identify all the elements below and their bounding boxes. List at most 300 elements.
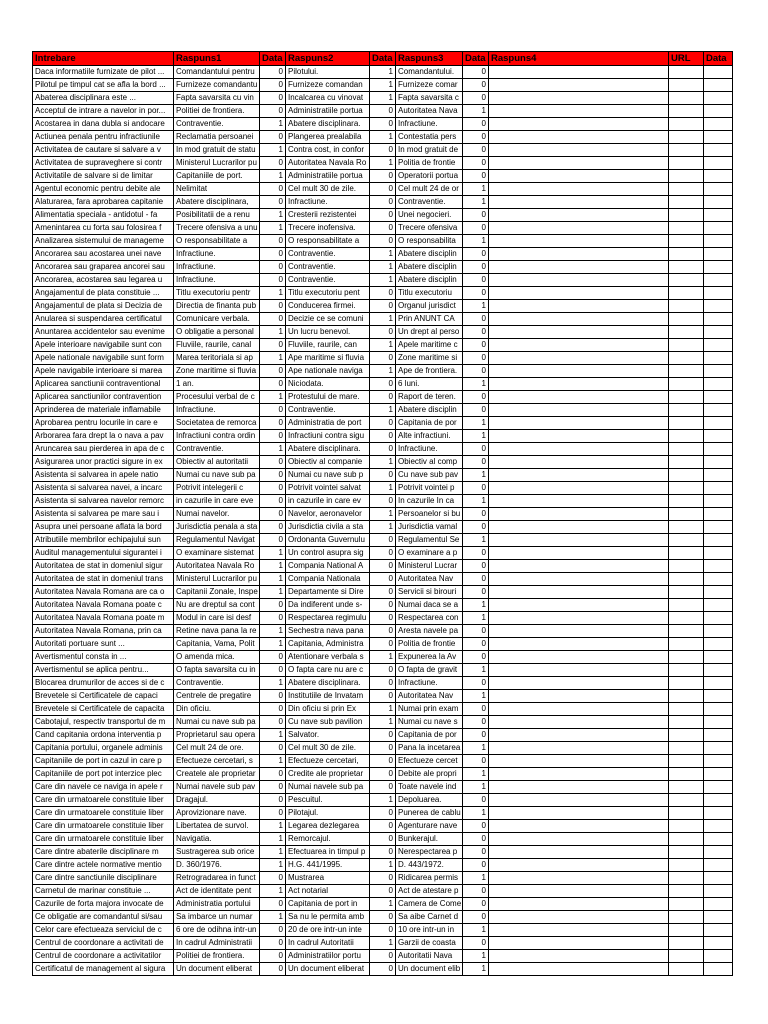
cell-intrebare[interactable]: Brevetele si Certificatele de capaci (33, 690, 174, 703)
cell-raspuns2[interactable]: Protestului de mare. (286, 391, 370, 404)
cell-raspuns4[interactable] (489, 378, 669, 391)
cell-data-1[interactable]: 0 (260, 612, 286, 625)
cell-url[interactable] (669, 443, 704, 456)
cell-data-1[interactable]: 1 (260, 287, 286, 300)
cell-url[interactable] (669, 625, 704, 638)
cell-raspuns2[interactable]: Pilotajul. (286, 807, 370, 820)
cell-raspuns1[interactable]: Infractiune. (174, 248, 260, 261)
cell-data-4[interactable] (704, 287, 733, 300)
cell-raspuns4[interactable] (489, 66, 669, 79)
cell-data-3[interactable]: 1 (463, 742, 489, 755)
cell-data-4[interactable] (704, 911, 733, 924)
cell-data-3[interactable]: 0 (463, 157, 489, 170)
cell-raspuns1[interactable]: O obligatie a personal (174, 326, 260, 339)
cell-data-2[interactable]: 1 (370, 794, 396, 807)
cell-data-3[interactable]: 1 (463, 612, 489, 625)
cell-raspuns3[interactable]: Obiectiv al comp (396, 456, 463, 469)
cell-data-3[interactable]: 0 (463, 326, 489, 339)
cell-intrebare[interactable]: Amenintarea cu forta sau folosirea f (33, 222, 174, 235)
cell-intrebare[interactable]: Autoritatea Navala Romana are ca o (33, 586, 174, 599)
cell-raspuns1[interactable]: Navigatia. (174, 833, 260, 846)
cell-data-3[interactable]: 0 (463, 755, 489, 768)
cell-data-3[interactable]: 0 (463, 79, 489, 92)
cell-intrebare[interactable]: Capitaniile de port pot interzice plec (33, 768, 174, 781)
cell-raspuns3[interactable]: Zone maritime si (396, 352, 463, 365)
cell-data-4[interactable] (704, 781, 733, 794)
cell-data-3[interactable]: 0 (463, 313, 489, 326)
cell-raspuns4[interactable] (489, 352, 669, 365)
cell-data-1[interactable]: 0 (260, 872, 286, 885)
cell-data-1[interactable]: 1 (260, 326, 286, 339)
cell-data-4[interactable] (704, 872, 733, 885)
cell-raspuns4[interactable] (489, 79, 669, 92)
cell-data-2[interactable]: 1 (370, 937, 396, 950)
cell-raspuns4[interactable] (489, 742, 669, 755)
cell-data-1[interactable]: 0 (260, 664, 286, 677)
cell-raspuns2[interactable]: Act notarial (286, 885, 370, 898)
cell-url[interactable] (669, 534, 704, 547)
cell-raspuns3[interactable]: D. 443/1972. (396, 859, 463, 872)
cell-raspuns1[interactable]: Titlu executoriu pentr (174, 287, 260, 300)
cell-raspuns4[interactable] (489, 222, 669, 235)
cell-data-2[interactable]: 1 (370, 157, 396, 170)
cell-data-3[interactable]: 0 (463, 261, 489, 274)
cell-data-4[interactable] (704, 534, 733, 547)
cell-data-3[interactable]: 1 (463, 196, 489, 209)
cell-intrebare[interactable]: Certificatul de management al sigura (33, 963, 174, 976)
cell-raspuns4[interactable] (489, 573, 669, 586)
cell-raspuns2[interactable]: Salvator. (286, 729, 370, 742)
cell-intrebare[interactable]: Asupra unei persoane aflata la bord (33, 521, 174, 534)
cell-raspuns4[interactable] (489, 677, 669, 690)
cell-data-2[interactable]: 0 (370, 469, 396, 482)
cell-raspuns3[interactable]: Efectueze cercet (396, 755, 463, 768)
cell-raspuns1[interactable]: Posibilitatii de a renu (174, 209, 260, 222)
cell-raspuns2[interactable]: Decizie ce se comuni (286, 313, 370, 326)
cell-data-1[interactable]: 0 (260, 690, 286, 703)
cell-data-1[interactable]: 0 (260, 716, 286, 729)
cell-raspuns1[interactable]: Autoritatea Navala Ro (174, 560, 260, 573)
cell-raspuns3[interactable]: Ridicarea permis (396, 872, 463, 885)
cell-intrebare[interactable]: Care din urmatoarele constituie liber (33, 833, 174, 846)
cell-raspuns4[interactable] (489, 443, 669, 456)
cell-raspuns2[interactable]: Administratiile portua (286, 170, 370, 183)
cell-raspuns2[interactable]: Respectarea regimulu (286, 612, 370, 625)
cell-intrebare[interactable]: Activitatile de salvare si de limitar (33, 170, 174, 183)
cell-raspuns4[interactable] (489, 118, 669, 131)
cell-raspuns3[interactable]: Prin ANUNT CA (396, 313, 463, 326)
cell-raspuns3[interactable]: Autoritatea Nav (396, 573, 463, 586)
cell-url[interactable] (669, 833, 704, 846)
cell-intrebare[interactable]: Agentul economic pentru debite ale (33, 183, 174, 196)
cell-data-2[interactable]: 0 (370, 625, 396, 638)
cell-raspuns3[interactable]: Camera de Come (396, 898, 463, 911)
cell-intrebare[interactable]: Analizarea sistemului de manageme (33, 235, 174, 248)
cell-raspuns2[interactable]: Contraventie. (286, 248, 370, 261)
cell-raspuns1[interactable]: Dragajul. (174, 794, 260, 807)
cell-raspuns2[interactable]: Numai navele sub pa (286, 781, 370, 794)
cell-data-2[interactable]: 0 (370, 677, 396, 690)
cell-data-4[interactable] (704, 261, 733, 274)
cell-data-1[interactable]: 0 (260, 300, 286, 313)
cell-intrebare[interactable]: Capitaniile de port in cazul in care p (33, 755, 174, 768)
cell-url[interactable] (669, 950, 704, 963)
cell-raspuns2[interactable]: In cadrul Autoritatii (286, 937, 370, 950)
cell-data-3[interactable]: 0 (463, 729, 489, 742)
cell-data-1[interactable]: 1 (260, 547, 286, 560)
cell-url[interactable] (669, 859, 704, 872)
cell-raspuns3[interactable]: Respectarea con (396, 612, 463, 625)
cell-data-4[interactable] (704, 924, 733, 937)
cell-raspuns4[interactable] (489, 651, 669, 664)
cell-data-4[interactable] (704, 352, 733, 365)
cell-data-2[interactable]: 1 (370, 716, 396, 729)
cell-raspuns2[interactable]: Jurisdictia civila a sta (286, 521, 370, 534)
cell-data-1[interactable]: 0 (260, 482, 286, 495)
cell-data-2[interactable]: 1 (370, 66, 396, 79)
cell-raspuns2[interactable]: Niciodata. (286, 378, 370, 391)
cell-data-4[interactable] (704, 625, 733, 638)
cell-data-1[interactable]: 1 (260, 638, 286, 651)
cell-raspuns3[interactable]: Numai prin exam (396, 703, 463, 716)
cell-data-2[interactable]: 0 (370, 729, 396, 742)
header-raspuns3[interactable]: Raspuns3 (396, 52, 463, 66)
cell-url[interactable] (669, 924, 704, 937)
cell-raspuns2[interactable]: Credite ale proprietar (286, 768, 370, 781)
cell-raspuns3[interactable]: Politia de frontie (396, 638, 463, 651)
cell-intrebare[interactable]: Care din urmatoarele constituie liber (33, 807, 174, 820)
cell-data-1[interactable]: 0 (260, 66, 286, 79)
cell-raspuns1[interactable]: Politiei de frontiera. (174, 950, 260, 963)
cell-raspuns1[interactable]: Obiectiv al autoritatii (174, 456, 260, 469)
cell-data-2[interactable]: 1 (370, 274, 396, 287)
cell-data-3[interactable]: 0 (463, 365, 489, 378)
cell-raspuns4[interactable] (489, 885, 669, 898)
cell-data-4[interactable] (704, 66, 733, 79)
cell-raspuns1[interactable]: in cazurile in care eve (174, 495, 260, 508)
cell-intrebare[interactable]: Acostarea in dana dubla si andocare (33, 118, 174, 131)
cell-url[interactable] (669, 365, 704, 378)
cell-intrebare[interactable]: Ancorarea sau acostarea unei nave (33, 248, 174, 261)
cell-raspuns2[interactable]: Abatere disciplinara. (286, 118, 370, 131)
cell-raspuns3[interactable]: Depoluarea. (396, 794, 463, 807)
cell-url[interactable] (669, 768, 704, 781)
cell-url[interactable] (669, 937, 704, 950)
cell-data-2[interactable]: 0 (370, 612, 396, 625)
cell-data-1[interactable]: 1 (260, 911, 286, 924)
cell-raspuns4[interactable] (489, 105, 669, 118)
cell-url[interactable] (669, 118, 704, 131)
cell-data-4[interactable] (704, 950, 733, 963)
cell-raspuns1[interactable]: Contraventie. (174, 118, 260, 131)
cell-raspuns3[interactable]: Abatere disciplin (396, 404, 463, 417)
cell-data-1[interactable]: 1 (260, 729, 286, 742)
cell-data-1[interactable]: 1 (260, 391, 286, 404)
cell-url[interactable] (669, 872, 704, 885)
cell-raspuns4[interactable] (489, 703, 669, 716)
cell-intrebare[interactable]: Arborarea fara drept la o nava a pav (33, 430, 174, 443)
cell-intrebare[interactable]: Aprobarea pentru locurile in care e (33, 417, 174, 430)
cell-raspuns3[interactable]: Expunerea la Av (396, 651, 463, 664)
cell-data-2[interactable]: 0 (370, 963, 396, 976)
cell-intrebare[interactable]: Celor care efectueaza serviciul de c (33, 924, 174, 937)
cell-data-4[interactable] (704, 144, 733, 157)
cell-data-3[interactable]: 1 (463, 495, 489, 508)
cell-raspuns4[interactable] (489, 326, 669, 339)
cell-data-1[interactable]: 1 (260, 586, 286, 599)
cell-data-1[interactable]: 0 (260, 703, 286, 716)
cell-data-4[interactable] (704, 443, 733, 456)
cell-raspuns4[interactable] (489, 365, 669, 378)
cell-raspuns3[interactable]: Apele maritime c (396, 339, 463, 352)
cell-raspuns2[interactable]: Din oficiu si prin Ex (286, 703, 370, 716)
cell-data-4[interactable] (704, 482, 733, 495)
cell-data-3[interactable]: 0 (463, 248, 489, 261)
cell-raspuns1[interactable]: O examinare sistemat (174, 547, 260, 560)
cell-intrebare[interactable]: Carnetul de marinar constituie ... (33, 885, 174, 898)
cell-raspuns4[interactable] (489, 937, 669, 950)
cell-data-3[interactable]: 0 (463, 885, 489, 898)
cell-data-3[interactable]: 0 (463, 703, 489, 716)
cell-data-4[interactable] (704, 131, 733, 144)
cell-data-4[interactable] (704, 859, 733, 872)
cell-data-1[interactable]: 1 (260, 209, 286, 222)
cell-data-1[interactable]: 0 (260, 313, 286, 326)
cell-raspuns1[interactable]: Infractiune. (174, 261, 260, 274)
cell-raspuns4[interactable] (489, 313, 669, 326)
cell-raspuns3[interactable]: Unei negocieri. (396, 209, 463, 222)
cell-data-2[interactable]: 0 (370, 872, 396, 885)
cell-data-2[interactable]: 0 (370, 885, 396, 898)
cell-data-1[interactable]: 1 (260, 755, 286, 768)
cell-data-3[interactable]: 0 (463, 716, 489, 729)
cell-url[interactable] (669, 287, 704, 300)
cell-data-1[interactable]: 1 (260, 859, 286, 872)
cell-raspuns1[interactable]: Numai cu nave sub pa (174, 469, 260, 482)
cell-data-2[interactable]: 0 (370, 768, 396, 781)
cell-url[interactable] (669, 638, 704, 651)
cell-raspuns2[interactable]: Navelor, aeronavelor (286, 508, 370, 521)
cell-data-2[interactable]: 1 (370, 521, 396, 534)
cell-data-3[interactable]: 0 (463, 118, 489, 131)
cell-data-2[interactable]: 1 (370, 365, 396, 378)
cell-raspuns1[interactable]: Zone maritime si fluvia (174, 365, 260, 378)
cell-raspuns4[interactable] (489, 196, 669, 209)
cell-data-2[interactable]: 0 (370, 573, 396, 586)
cell-data-3[interactable]: 0 (463, 677, 489, 690)
cell-raspuns1[interactable]: Trecere ofensiva a unu (174, 222, 260, 235)
cell-raspuns2[interactable]: Incalcarea cu vinovat (286, 92, 370, 105)
cell-raspuns4[interactable] (489, 560, 669, 573)
cell-data-3[interactable]: 0 (463, 560, 489, 573)
cell-raspuns3[interactable]: Cel mult 24 de or (396, 183, 463, 196)
cell-data-4[interactable] (704, 456, 733, 469)
cell-raspuns3[interactable]: Furnizeze comar (396, 79, 463, 92)
cell-raspuns2[interactable]: Un lucru benevol. (286, 326, 370, 339)
cell-raspuns1[interactable]: Capitania, Vama, Polit (174, 638, 260, 651)
cell-raspuns1[interactable]: Regulamentul Navigat (174, 534, 260, 547)
cell-raspuns4[interactable] (489, 547, 669, 560)
cell-data-2[interactable]: 1 (370, 339, 396, 352)
cell-raspuns3[interactable]: Cu nave sub pav (396, 469, 463, 482)
cell-data-1[interactable]: 0 (260, 105, 286, 118)
cell-url[interactable] (669, 807, 704, 820)
cell-raspuns2[interactable]: Autoritatea Navala Ro (286, 157, 370, 170)
cell-raspuns1[interactable]: Directia de finanta pub (174, 300, 260, 313)
cell-data-2[interactable]: 0 (370, 417, 396, 430)
cell-intrebare[interactable]: Asistenta si salvarea pe mare sau i (33, 508, 174, 521)
cell-data-4[interactable] (704, 235, 733, 248)
cell-raspuns3[interactable]: Garzii de coasta (396, 937, 463, 950)
cell-data-2[interactable]: 0 (370, 846, 396, 859)
cell-data-3[interactable]: 0 (463, 131, 489, 144)
cell-raspuns4[interactable] (489, 417, 669, 430)
cell-raspuns2[interactable]: Departamente si Dire (286, 586, 370, 599)
cell-data-4[interactable] (704, 92, 733, 105)
cell-url[interactable] (669, 378, 704, 391)
cell-url[interactable] (669, 885, 704, 898)
cell-data-3[interactable]: 0 (463, 352, 489, 365)
cell-raspuns3[interactable]: Comandantului. (396, 66, 463, 79)
cell-url[interactable] (669, 482, 704, 495)
cell-raspuns4[interactable] (489, 716, 669, 729)
cell-raspuns3[interactable]: Potrivit vointei p (396, 482, 463, 495)
cell-data-1[interactable]: 0 (260, 963, 286, 976)
cell-data-4[interactable] (704, 365, 733, 378)
cell-raspuns4[interactable] (489, 599, 669, 612)
cell-raspuns1[interactable]: Contraventie. (174, 443, 260, 456)
cell-raspuns2[interactable]: Atentionare verbala s (286, 651, 370, 664)
cell-raspuns2[interactable]: Abatere disciplinara. (286, 443, 370, 456)
cell-raspuns4[interactable] (489, 144, 669, 157)
cell-raspuns1[interactable]: 6 ore de odihna intr-un (174, 924, 260, 937)
cell-raspuns4[interactable] (489, 261, 669, 274)
cell-raspuns1[interactable]: Numai navele sub pav (174, 781, 260, 794)
cell-raspuns2[interactable]: Numai cu nave sub p (286, 469, 370, 482)
cell-data-4[interactable] (704, 807, 733, 820)
cell-data-1[interactable]: 0 (260, 274, 286, 287)
cell-intrebare[interactable]: Autoritatea Navala Romana, prin ca (33, 625, 174, 638)
cell-data-2[interactable]: 0 (370, 924, 396, 937)
cell-data-1[interactable]: 0 (260, 742, 286, 755)
cell-raspuns4[interactable] (489, 131, 669, 144)
cell-intrebare[interactable]: Actiunea penala pentru infractiunile (33, 131, 174, 144)
cell-url[interactable] (669, 755, 704, 768)
cell-intrebare[interactable]: Pilotul pe timpul cat se afla la bord ... (33, 79, 174, 92)
cell-data-4[interactable] (704, 898, 733, 911)
cell-intrebare[interactable]: Activitatea de supraveghere si contr (33, 157, 174, 170)
cell-raspuns2[interactable]: Cel mult 30 de zile. (286, 742, 370, 755)
cell-raspuns4[interactable] (489, 846, 669, 859)
cell-data-3[interactable]: 0 (463, 443, 489, 456)
cell-intrebare[interactable]: Angajamentul de plata si Decizia de (33, 300, 174, 313)
cell-intrebare[interactable]: Care din urmatoarele constituie liber (33, 820, 174, 833)
cell-raspuns4[interactable] (489, 820, 669, 833)
cell-raspuns2[interactable]: Contra cost, in confor (286, 144, 370, 157)
cell-data-3[interactable]: 1 (463, 105, 489, 118)
cell-raspuns4[interactable] (489, 287, 669, 300)
cell-data-4[interactable] (704, 651, 733, 664)
cell-data-2[interactable]: 0 (370, 742, 396, 755)
cell-data-3[interactable]: 0 (463, 846, 489, 859)
cell-raspuns3[interactable]: O examinare a p (396, 547, 463, 560)
cell-data-1[interactable]: 1 (260, 222, 286, 235)
cell-raspuns1[interactable]: Un document eliberat (174, 963, 260, 976)
cell-raspuns1[interactable]: Numai navelor. (174, 508, 260, 521)
cell-data-4[interactable] (704, 196, 733, 209)
cell-data-2[interactable]: 0 (370, 911, 396, 924)
cell-intrebare[interactable]: Activitatea de cautare si salvare a v (33, 144, 174, 157)
cell-intrebare[interactable]: Care dintre actele normative mentio (33, 859, 174, 872)
cell-url[interactable] (669, 170, 704, 183)
cell-data-3[interactable]: 0 (463, 898, 489, 911)
cell-data-2[interactable]: 0 (370, 287, 396, 300)
cell-data-1[interactable]: 1 (260, 625, 286, 638)
cell-data-2[interactable]: 0 (370, 495, 396, 508)
cell-url[interactable] (669, 144, 704, 157)
cell-raspuns2[interactable]: Obiectiv al companie (286, 456, 370, 469)
cell-data-2[interactable]: 0 (370, 664, 396, 677)
cell-url[interactable] (669, 131, 704, 144)
cell-intrebare[interactable]: Ancorarea, acostarea sau legarea u (33, 274, 174, 287)
cell-intrebare[interactable]: Autoritatea de stat in domeniul trans (33, 573, 174, 586)
cell-intrebare[interactable]: Care dintre sanctiunile disciplinare (33, 872, 174, 885)
cell-data-3[interactable]: 1 (463, 950, 489, 963)
cell-data-2[interactable]: 1 (370, 92, 396, 105)
cell-data-2[interactable]: 0 (370, 144, 396, 157)
cell-data-1[interactable]: 0 (260, 521, 286, 534)
cell-raspuns4[interactable] (489, 508, 669, 521)
cell-data-1[interactable]: 1 (260, 144, 286, 157)
cell-intrebare[interactable]: Aruncarea sau pierderea in apa de c (33, 443, 174, 456)
cell-data-2[interactable]: 0 (370, 820, 396, 833)
cell-data-4[interactable] (704, 300, 733, 313)
cell-raspuns4[interactable] (489, 521, 669, 534)
cell-data-1[interactable]: 0 (260, 339, 286, 352)
cell-raspuns1[interactable]: Nu are dreptul sa cont (174, 599, 260, 612)
cell-raspuns4[interactable] (489, 898, 669, 911)
cell-data-2[interactable]: 0 (370, 326, 396, 339)
cell-url[interactable] (669, 196, 704, 209)
cell-raspuns3[interactable]: Abatere disciplin (396, 274, 463, 287)
cell-raspuns1[interactable]: Comunicare verbala. (174, 313, 260, 326)
cell-data-3[interactable]: 0 (463, 586, 489, 599)
cell-data-4[interactable] (704, 508, 733, 521)
cell-raspuns2[interactable]: Sechestra nava pana (286, 625, 370, 638)
cell-data-2[interactable]: 1 (370, 261, 396, 274)
cell-data-3[interactable]: 1 (463, 235, 489, 248)
cell-data-1[interactable]: 0 (260, 937, 286, 950)
cell-raspuns1[interactable]: Infractiuni contra ordin (174, 430, 260, 443)
cell-raspuns3[interactable]: Numai daca se a (396, 599, 463, 612)
cell-data-3[interactable]: 0 (463, 339, 489, 352)
cell-raspuns2[interactable]: Capitania de port in (286, 898, 370, 911)
cell-data-4[interactable] (704, 79, 733, 92)
cell-raspuns4[interactable] (489, 209, 669, 222)
cell-url[interactable] (669, 326, 704, 339)
cell-data-4[interactable] (704, 339, 733, 352)
cell-raspuns3[interactable]: Contraventie. (396, 196, 463, 209)
cell-raspuns4[interactable] (489, 911, 669, 924)
cell-url[interactable] (669, 430, 704, 443)
cell-intrebare[interactable]: Brevetele si Certificatele de capacita (33, 703, 174, 716)
cell-intrebare[interactable]: Centrul de coordonare a activitati de (33, 937, 174, 950)
cell-data-3[interactable]: 0 (463, 482, 489, 495)
cell-url[interactable] (669, 612, 704, 625)
cell-data-3[interactable]: 1 (463, 963, 489, 976)
cell-data-2[interactable]: 0 (370, 209, 396, 222)
cell-data-1[interactable]: 0 (260, 495, 286, 508)
